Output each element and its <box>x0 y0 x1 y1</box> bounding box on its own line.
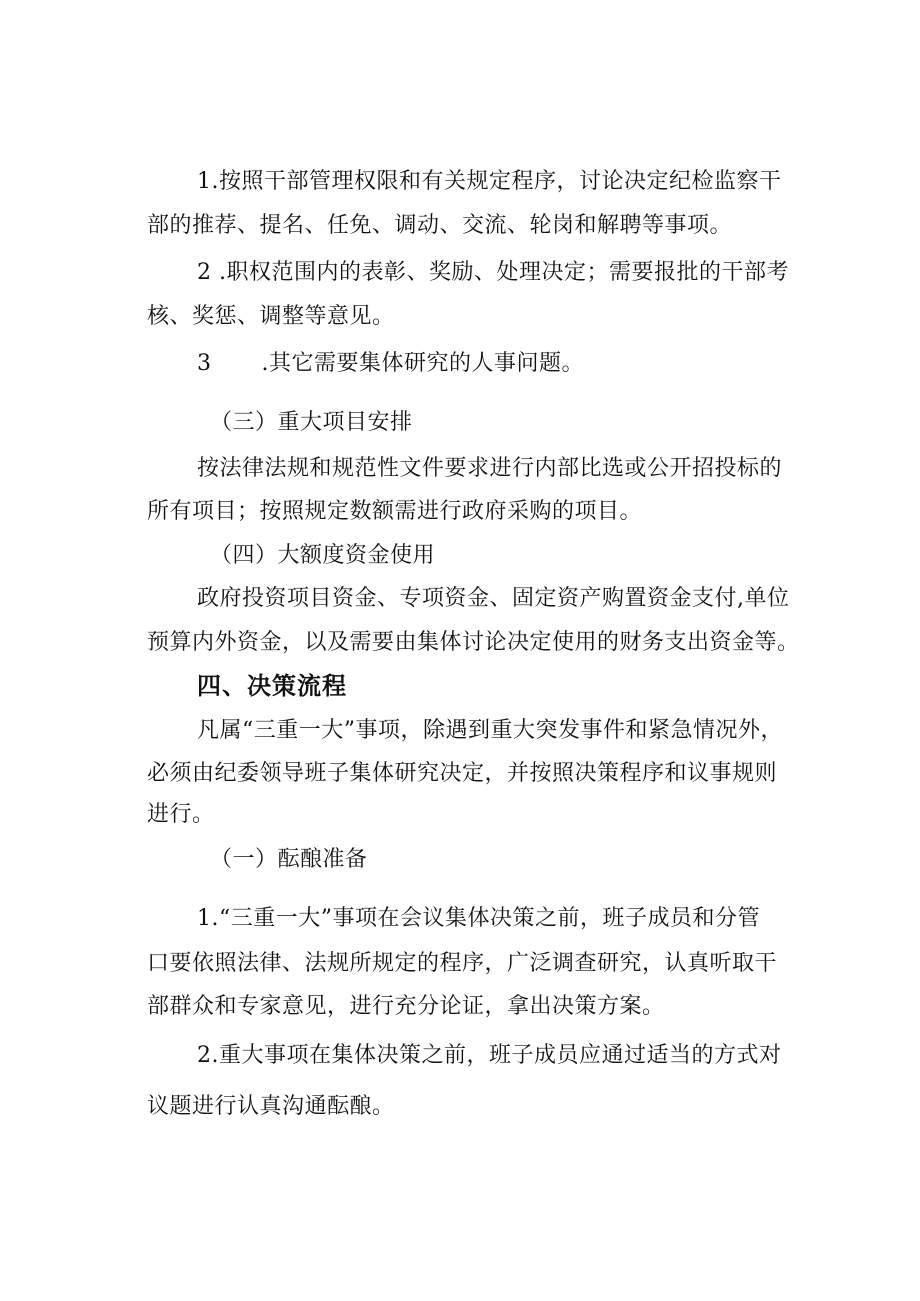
chapter4-line1: 凡属“三重一大”事项，除遇到重大突发事件和紧急情况外， <box>197 718 783 743</box>
section3-title: （三）重大项目安排 <box>210 410 413 435</box>
item1-line1: 1.按照干部管理权限和有关规定程序，讨论决定纪检监察干 <box>197 169 782 194</box>
chapter4-line2: 必须由纪委领导班子集体研究决定，并按照决策程序和议事规则 <box>147 761 778 786</box>
section4-title: （四）大额度资金使用 <box>210 543 436 568</box>
sub1-item2-line1: 2.重大事项在集体决策之前，班子成员应通过适当的方式对 <box>197 1043 782 1068</box>
item3 <box>197 349 584 379</box>
sub1-item1-line3: 部群众和专家意见，进行充分论证，拿出决策方案。 <box>147 994 665 1019</box>
item2-line1: 2 .职权范围内的表彰、奖励、处理决定；需要报批的干部考 <box>197 260 789 285</box>
section3-line2: 所有项目；按照规定数额需进行政府采购的项目。 <box>147 499 643 524</box>
section3-line1: 按法律法规和规范性文件要求进行内部比选或公开招投标的 <box>197 456 783 481</box>
sub1-item2-line2: 议题进行认真沟通酝酿。 <box>147 1094 395 1119</box>
subsection1-title: （一）酝酿准备 <box>210 847 368 872</box>
chapter4-line3: 进行。 <box>147 802 215 827</box>
item3-text: .其它需要集体研究的人事问题。 <box>261 351 584 376</box>
chapter4-heading: 四、决策流程 <box>197 672 347 700</box>
item2-line2: 核、奖惩、调整等意见。 <box>147 304 395 329</box>
sub1-item1-line2: 口要依照法律、法规所规定的程序，广泛调查研究，认真听取干 <box>147 951 778 976</box>
section4-line2: 预算内外资金，以及需要由集体讨论决定使用的财务支出资金等。 <box>147 630 800 655</box>
sub1-item1-line1: 1.“三重一大”事项在会议集体决策之前，班子成员和分管 <box>197 906 760 931</box>
item3-number: 3 <box>197 351 212 376</box>
section4-line1: 政府投资项目资金、专项资金、固定资产购置资金支付,单位 <box>197 586 790 611</box>
item1-line2: 部的推荐、提名、任免、调动、交流、轮岗和解聘等事项。 <box>147 213 733 238</box>
